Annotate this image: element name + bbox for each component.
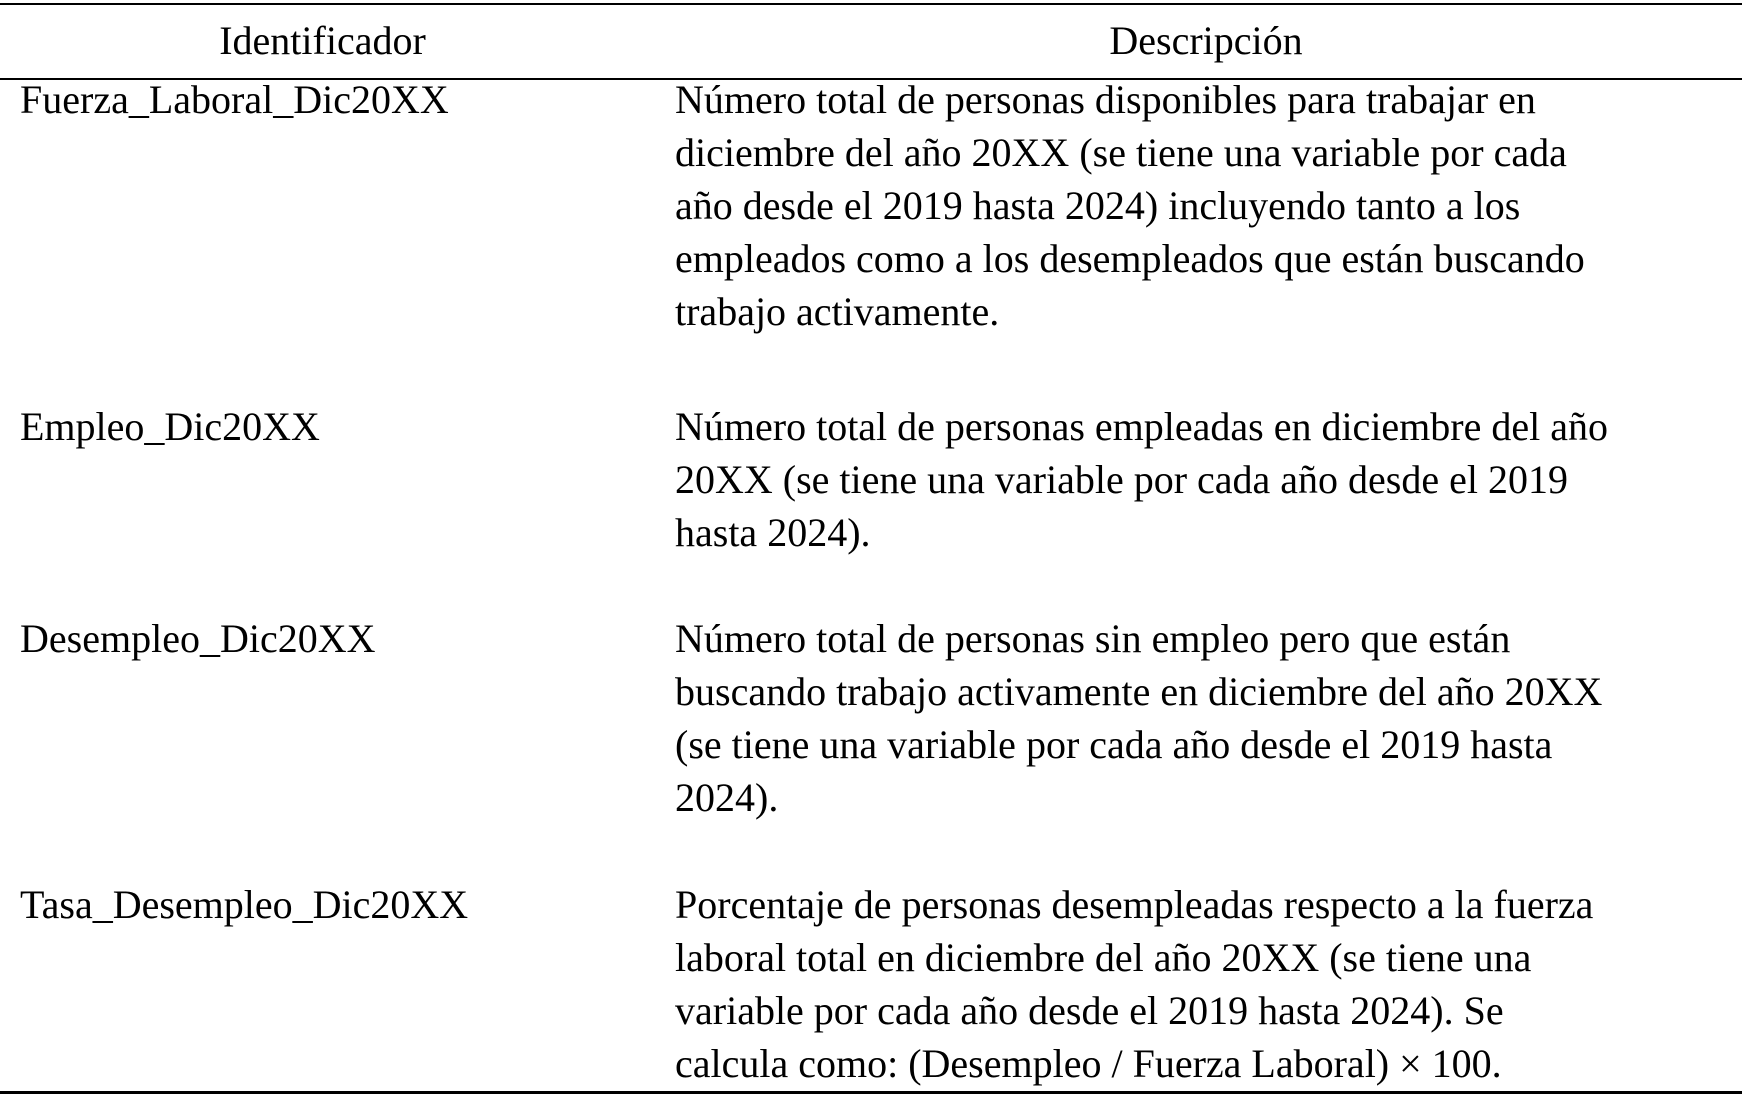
row-4-identificador: Tasa_Desempleo_Dic20XX (20, 882, 469, 927)
row-1-descripcion: Número total de personas disponibles para trabajar en diciembre del año 20XX (se tiene una variable por cada año desde el 2019 hasta 2024) incluyendo tanto a los empleados como a los desempleados que están buscando trabajo activamente. (675, 77, 1585, 334)
row-2-identificador: Empleo_Dic20XX (20, 404, 320, 449)
header-identificador: Identificador (219, 18, 426, 63)
row-4-descripcion: Porcentaje de personas desempleadas respecto a la fuerza laboral total en diciembre del año 20XX (se tiene una variable por cada año desde el 2019 hasta 2024). Se calcula como: (Desempleo / Fuerza Laboral) × 100. (675, 882, 1594, 1086)
header-descripcion: Descripción (1109, 18, 1303, 63)
row-3-identificador: Desempleo_Dic20XX (20, 616, 376, 661)
table-top-rule (0, 3, 1742, 5)
row-2-descripcion: Número total de personas empleadas en diciembre del año 20XX (se tiene una variable por cada año desde el 2019 hasta 2024). (675, 404, 1608, 555)
row-1-identificador: Fuerza_Laboral_Dic20XX (20, 77, 449, 122)
table-bottom-rule (0, 1091, 1742, 1094)
row-3-descripcion: Número total de personas sin empleo pero que están buscando trabajo activamente en diciembre del año 20XX (se tiene una variable por cada año desde el 2019 hasta 2024). (675, 616, 1603, 820)
